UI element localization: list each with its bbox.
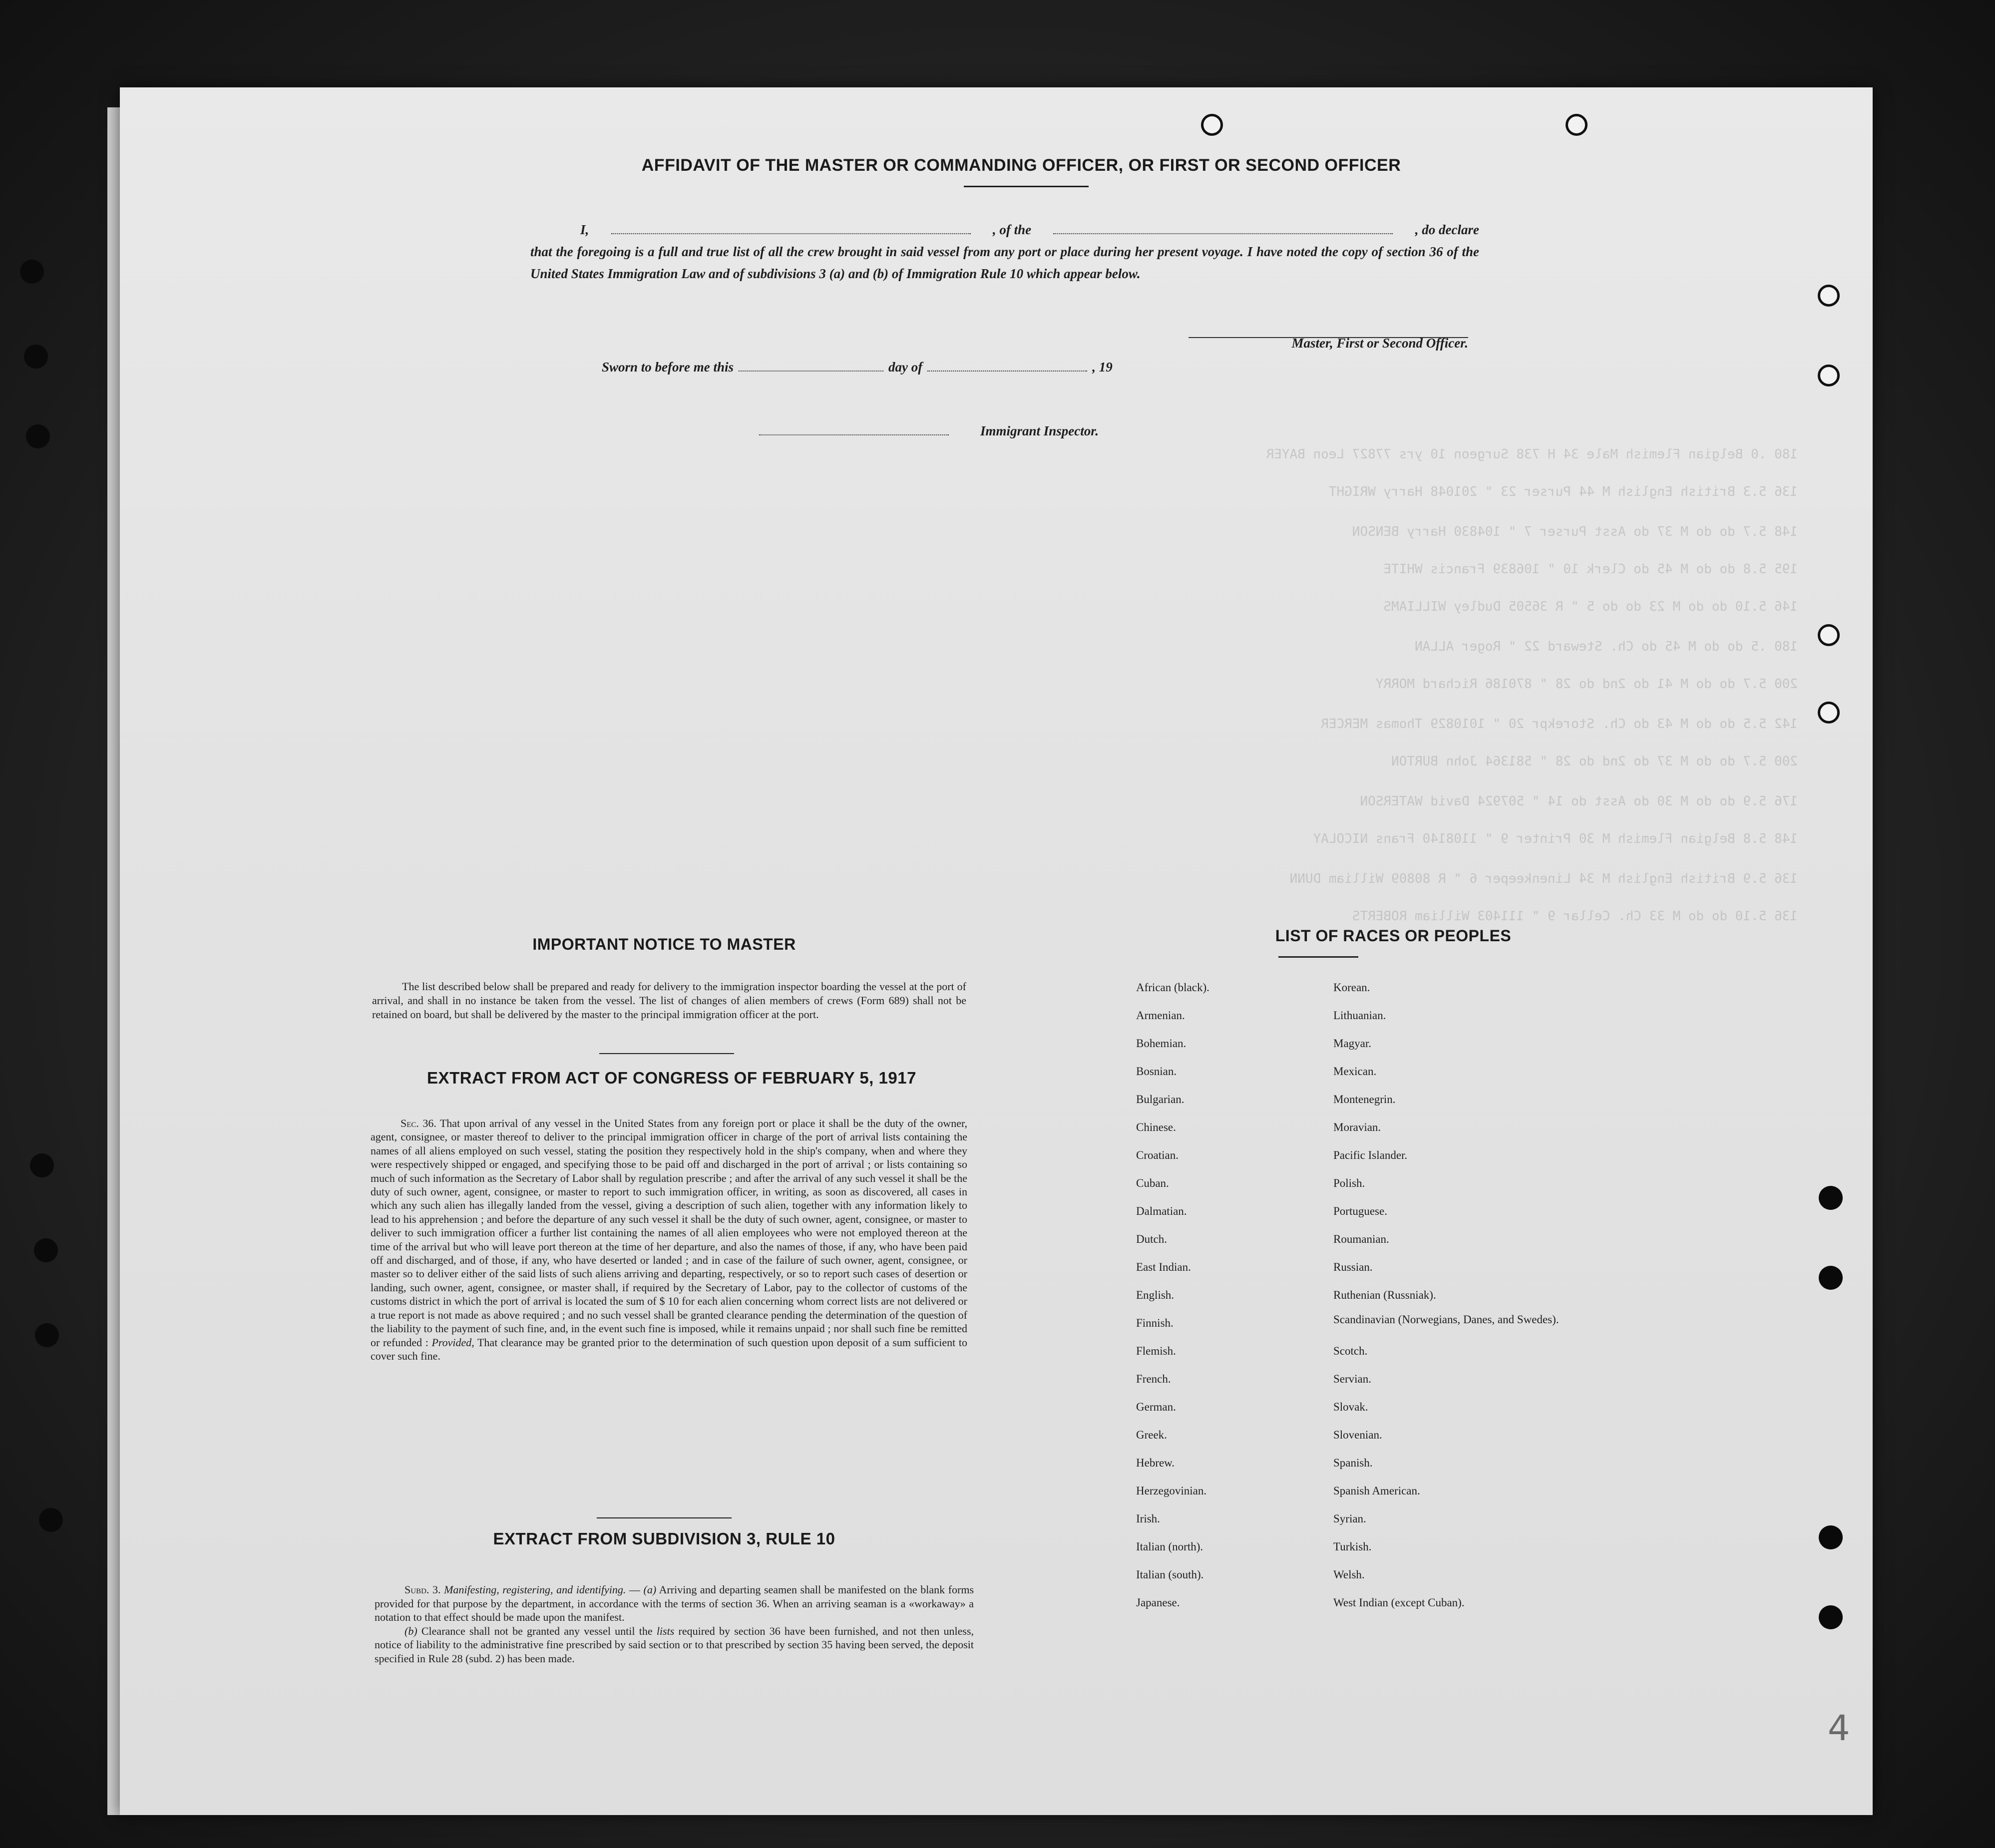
race-item: Italian (south). — [1136, 1568, 1204, 1581]
race-item: Armenian. — [1136, 1009, 1185, 1022]
race-item: Portuguese. — [1333, 1205, 1387, 1217]
bleed-through-row: 200 5.7 do do M 41 do 2nd do 28 " 870186 Richard MORRY — [1375, 677, 1798, 692]
para-b-text-1: Clearance shall not be granted any vessel until the — [421, 1624, 653, 1637]
race-item: Russian. — [1333, 1261, 1373, 1273]
provided-label: Provided, — [431, 1336, 474, 1349]
race-item: Turkish. — [1333, 1540, 1372, 1553]
section-36-body: That upon arrival of any vessel in the United States from any foreign port or place it shall be the duty of the owner, agent, consignee, or master thereof to deliver to the principal immigration officer in charge of the port of arrival lists containing the names of all aliens employed on such vessel, stating the position they respectively hold in the ship's company, when and where they were respectively shipped or engaged, and specifying those to be paid off and discharged in the port of arrival ; or lists containing so much of such information as the Secretary of Labor shall by regulation prescribe ; and after the arrival of any such vessel it shall be the duty of such owner, agent, consignee, or master to report to such immigration officer, in writing, as soon as discovered, all cases in which any such alien has illegally landed from the vessel, giving a description of such alien, together with any information likely to lead to his apprehension ; and before the departure of any such vessel it shall be the duty of such owner, agent, consignee, or master to deliver to such immigration officer a further list containing the names of all alien employees who were not employed thereon at the time of the arrival but who will leave port thereon at the time of her departure, and also the names of those, if any, who have been paid off and discharged, and of those, if any, who have deserted or landed ; and in case of the failure of such owner, agent, consignee, or master so to deliver either of the said lists of such aliens arriving and departing, respectively, or so to report such cases of desertion or landing, such owner, agent, consignee, or master shall, if required by the Secretary of Labor, pay to the collector of customs of the customs district in which the port of arrival is located the sum of $ 10 for each alien concerning whom correct lists are not delivered or a true report is not made as above required ; and no such vessel shall be granted clearance pending the determination of the question of the liability to the payment of such fine, and, in the event such fine is imposed, while it remains unpaid ; nor shall such fine be remitted or refunded : — [371, 1117, 968, 1349]
punch-hole — [1819, 1266, 1843, 1290]
race-item: Greek. — [1136, 1429, 1167, 1441]
section-label: Sec. 36. — [400, 1117, 436, 1129]
race-item: Dutch. — [1136, 1233, 1167, 1245]
race-item: English. — [1136, 1289, 1175, 1301]
race-item: Moravian. — [1333, 1121, 1381, 1133]
bleed-through-row: 142 5.5 do do M 43 do Ch. Storekpr 20 " 1010829 Thomas MERCER — [1321, 717, 1798, 732]
race-item: German. — [1136, 1401, 1176, 1413]
race-item: East Indian. — [1136, 1261, 1191, 1273]
extract-rule-title: EXTRACT FROM SUBDIVISION 3, RULE 10 — [493, 1529, 835, 1548]
race-item: Syrian. — [1333, 1512, 1366, 1525]
race-item: West Indian (except Cuban). — [1333, 1596, 1465, 1609]
of-the-label: , of the — [992, 222, 1032, 237]
extract-act-title: EXTRACT FROM ACT OF CONGRESS OF FEBRUARY 5, 1917 — [427, 1069, 916, 1087]
affidavit-i-label: I, — [580, 222, 589, 237]
para-a-label: (a) — [643, 1583, 657, 1596]
punch-hole — [1201, 114, 1223, 136]
bleed-through-row: 148 5.8 Belgian Flemish M 30 Printer 9 " 1108140 Frans NICOLAY — [1313, 831, 1798, 846]
race-item: Mexican. — [1333, 1065, 1377, 1078]
para-a-text: Arriving and departing seamen shall be manifested on the blank forms provided for that purpose by the department, in accordance with the terms of section 36. When an arriving seaman is a «workaway» a notation to that effect should be made upon the manifest. — [375, 1583, 974, 1623]
title-underline — [964, 186, 1089, 187]
binder-hole — [39, 1508, 63, 1532]
bleed-through-row: 200 5.7 do do M 37 do 2nd do 28 " 581364 John BURTON — [1391, 754, 1798, 769]
section-36-end: That clearance may be granted prior to the determination of such question upon deposit of a sum sufficient to cover such fine. — [371, 1336, 968, 1362]
race-item: Roumanian. — [1333, 1233, 1389, 1245]
race-item: Scotch. — [1333, 1345, 1368, 1357]
bleed-through-row: 180 .5 do do M 45 do Ch. Steward 22 " Roger ALLAN — [1414, 639, 1798, 654]
bleed-through-row: 180 .0 Belgian Flemish Male 34 H 738 Surgeon 10 yrs 77827 Leon BAYER — [1266, 447, 1798, 462]
race-item: Spanish. — [1333, 1457, 1373, 1469]
inspector-label: Immigrant Inspector. — [980, 423, 1099, 438]
binder-hole — [24, 345, 48, 369]
affidavit-title: AFFIDAVIT OF THE MASTER OR COMMANDING OFFICER, OR FIRST OR SECOND OFFICER — [641, 156, 1401, 175]
signature-label: Master, First or Second Officer. — [1291, 336, 1468, 351]
day-of-label: day of — [888, 360, 923, 374]
races-list-left — [1136, 974, 1209, 1617]
punch-hole — [1818, 702, 1840, 724]
race-item: Chinese. — [1136, 1121, 1176, 1133]
race-item: Dalmatian. — [1136, 1205, 1187, 1217]
race-item: Japanese. — [1136, 1596, 1180, 1609]
race-item: Scandinavian (Norwegians, Danes, and Swedes). — [1333, 1313, 1559, 1326]
race-item: Ruthenian (Russniak). — [1333, 1289, 1436, 1301]
race-item: Finnish. — [1136, 1317, 1174, 1329]
section-divider — [597, 1517, 732, 1518]
bleed-through-row: 136 5.9 British English M 34 Linenkeeper 6 " R 80809 William DUNN — [1289, 871, 1798, 886]
page-mark: 4 — [1828, 1708, 1850, 1749]
year-label: , 19 — [1092, 360, 1113, 374]
para-b-lists: lists — [656, 1624, 675, 1637]
race-item: French. — [1136, 1373, 1171, 1385]
punch-hole — [1819, 1605, 1843, 1629]
race-item: African (black). — [1136, 981, 1209, 994]
race-item: Irish. — [1136, 1512, 1160, 1525]
declare-label: , do declare — [1415, 222, 1479, 237]
para-b-label: (b) — [404, 1624, 417, 1637]
bleed-through-row: 146 5.10 do do M 23 do do 5 " R 36505 Dudley WILLIAMS — [1383, 599, 1798, 614]
subdivision-3-text: Subd. 3. Manifesting, registering, and identifying. — (a) Arriving and departing seamen shall be manifested on the blank forms provided for that purpose by the department, in accordance with the terms of section 36. When an arriving seaman is a «workaway» a notation to that effect should be made upon the manifest. (b) Clearance shall not be granted any vessel until the lists required by section 36 have been furnished, and not then unless, notice of liability to the administrative fine prescribed by said section or to that prescribed by section 35 having been served, the deposit specified in Rule 28 (subd. 2) has been made. — [375, 1583, 974, 1665]
race-item: Bohemian. — [1136, 1037, 1187, 1050]
officer-name-field[interactable] — [611, 230, 971, 234]
punch-hole — [1566, 114, 1588, 136]
race-item: Bosnian. — [1136, 1065, 1177, 1078]
race-item: Slovak. — [1333, 1401, 1368, 1413]
race-item: Pacific Islander. — [1333, 1149, 1408, 1161]
race-item: Korean. — [1333, 981, 1370, 994]
race-item: Herzegovinian. — [1136, 1484, 1207, 1497]
punch-hole — [1818, 365, 1840, 386]
sworn-month-field[interactable] — [927, 368, 1087, 371]
document-page — [120, 87, 1873, 1815]
binder-hole — [34, 1238, 58, 1262]
subd-heading: Manifesting, registering, and identifying. — [444, 1583, 626, 1596]
race-item: Flemish. — [1136, 1345, 1176, 1357]
race-item: Croatian. — [1136, 1149, 1179, 1161]
vessel-name-field[interactable] — [1053, 230, 1393, 234]
punch-hole — [1818, 285, 1840, 307]
races-list-right — [1333, 974, 1559, 1617]
race-item: Bulgarian. — [1136, 1093, 1185, 1106]
affidavit-statement-block — [530, 219, 1479, 285]
bleed-through-row: 195 5.8 do do M 45 do Clerk 10 " 106839 Francis WHITE — [1383, 562, 1798, 577]
binder-hole — [35, 1323, 59, 1347]
bleed-through-row: 148 5.7 do do M 37 do Asst Purser 7 " 104830 Harry BENSON — [1352, 524, 1798, 539]
binder-hole — [30, 1153, 54, 1177]
notice-title: IMPORTANT NOTICE TO MASTER — [532, 935, 796, 953]
bleed-through-row: 136 5.3 British English M 44 Purser 23 " 201048 Harry WRIGHT — [1328, 484, 1798, 499]
race-item: Slovenian. — [1333, 1429, 1382, 1441]
binder-hole — [20, 260, 44, 284]
punch-hole — [1818, 624, 1840, 646]
binder-hole — [26, 424, 50, 448]
section-divider — [599, 1053, 734, 1054]
subd-label: Subd. 3. — [404, 1583, 441, 1596]
affidavit-statement: that the foregoing is a full and true list of all the crew brought in said vessel from any port or place during her present voyage. I have noted the copy of section 36 of the United States Immigration Law and of subdivisions 3 (a) and (b) of Immigration Rule 10 which appear below. — [530, 244, 1479, 281]
bleed-through-row: 136 5.10 do do M 33 Ch. Cellar 9 " 111403 William ROBERTS — [1352, 909, 1798, 924]
punch-hole — [1819, 1186, 1843, 1210]
race-item: Magyar. — [1333, 1037, 1372, 1050]
races-title: LIST OF RACES OR PEOPLES — [1275, 927, 1512, 945]
race-item: Cuban. — [1136, 1177, 1169, 1189]
race-item: Lithuanian. — [1333, 1009, 1386, 1022]
race-item: Italian (north). — [1136, 1540, 1203, 1553]
bleed-through-row: 176 5.9 do do M 30 do Asst do 14 " 507924 David WATERSON — [1360, 794, 1798, 809]
notice-text: The list described below shall be prepared and ready for delivery to the immigration inspector boarding the vessel at the port of arrival, and shall in no instance be taken from the vessel. The list of changes of alien members of crews (Form 689) shall not be retained on board, but shall be delivered by the master to the principal immigration officer at the port. — [372, 980, 966, 1021]
race-item: Servian. — [1333, 1373, 1372, 1385]
race-item: Welsh. — [1333, 1568, 1365, 1581]
para-b-text-2: required by section 36 have been furnished, and not then unless, notice of liability to the administrative fine prescribed by said section or to that prescribed by section 35 having been served, the deposit specified in Rule 28 (subd. 2) has been made. — [375, 1624, 974, 1665]
sworn-day-field[interactable] — [739, 368, 883, 371]
sworn-line — [602, 360, 1201, 375]
punch-hole — [1819, 1525, 1843, 1549]
sworn-label: Sworn to before me this — [602, 360, 734, 374]
race-item: Spanish American. — [1333, 1484, 1420, 1497]
race-item: Montenegrin. — [1333, 1093, 1396, 1106]
race-item: Hebrew. — [1136, 1457, 1175, 1469]
race-item: Polish. — [1333, 1177, 1365, 1189]
section-36-text — [371, 1116, 967, 1363]
races-title-underline — [1278, 956, 1358, 958]
